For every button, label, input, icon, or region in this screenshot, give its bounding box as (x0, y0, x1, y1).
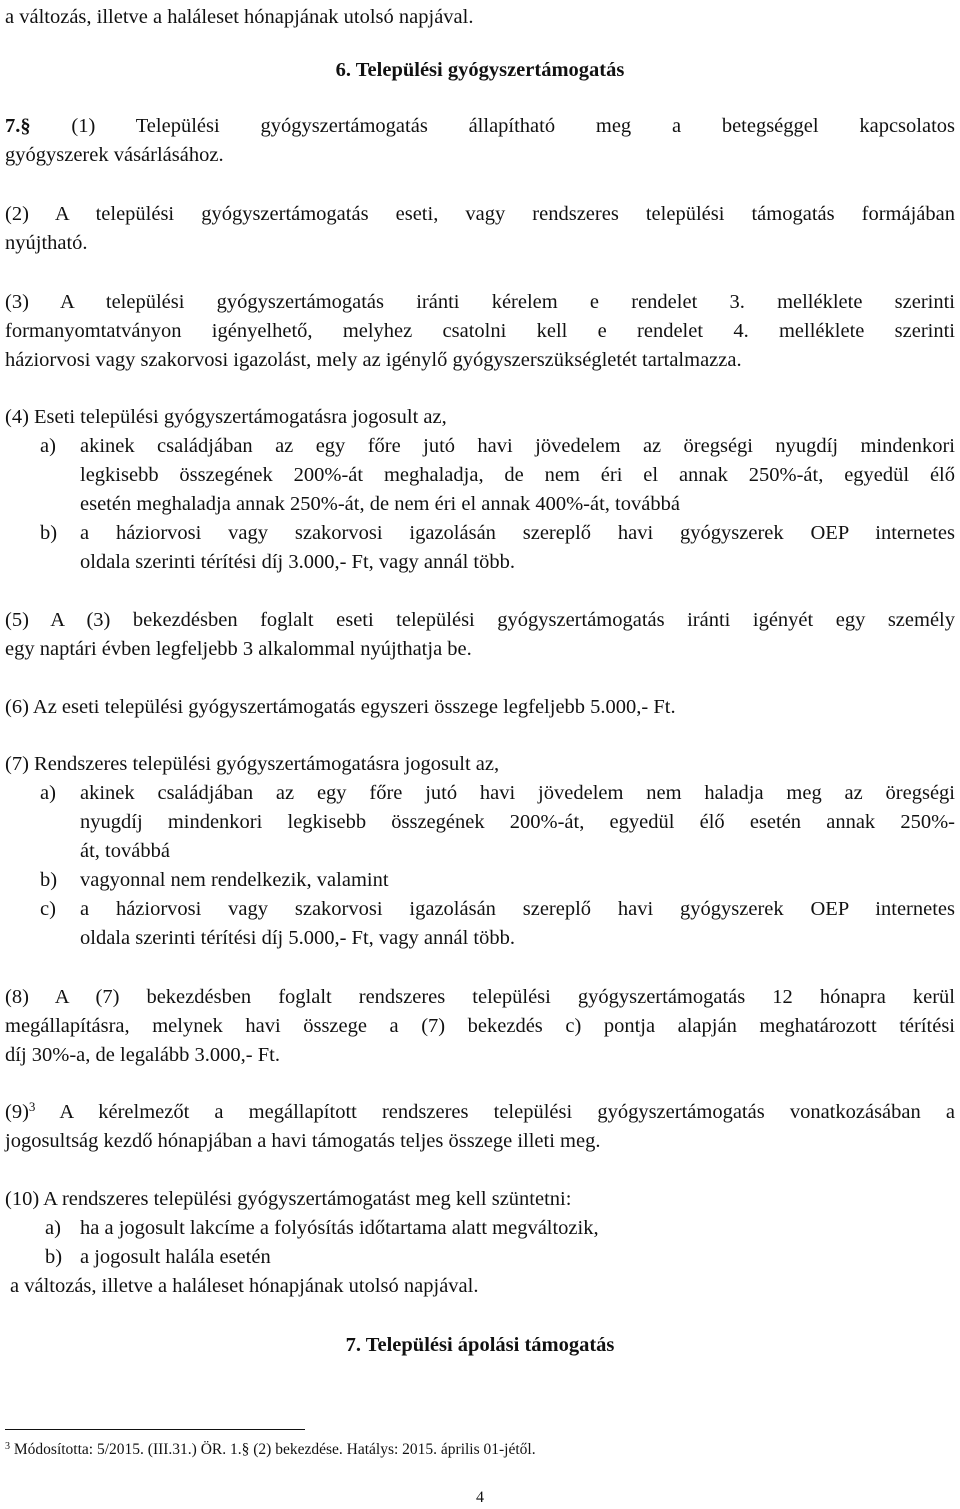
par-8-line-1: (8) A (7) bekezdésben foglalt rendszeres települési gyógyszertámogatás 12 hónapra kerül (5, 986, 955, 1008)
par-7-item-a-line-3: át, továbbá (80, 840, 170, 862)
par-10-item-b (45, 1243, 945, 1272)
item-label: a) (40, 782, 56, 804)
par-10-intro: (10) A rendszeres települési gyógyszertámogatást meg kell szüntetni: (5, 1188, 572, 1210)
footnote-divider (5, 1429, 305, 1430)
par-8-line-3: díj 30%-a, de legalább 3.000,- Ft. (5, 1044, 280, 1066)
item-text: a háziorvosi vagy szakorvosi igazolásán szereplő havi gyógyszerek OEP internetes (80, 522, 955, 544)
par-7-item-c (40, 895, 955, 924)
par-2-line-1: (2) A települési gyógyszertámogatás eseti, vagy rendszeres települési támogatás formájában (5, 203, 955, 225)
par-9-line-1 (5, 1098, 955, 1127)
footnote-ref[interactable]: 3 (28, 1099, 36, 1114)
par-4-intro: (4) Eseti települési gyógyszertámogatásra jogosult az, (5, 406, 447, 428)
par-4-item-a-line-2: legkisebb összegének 200%-át meghaladja, de nem éri el annak 250%-át, egyedül élő (80, 464, 955, 486)
par-5-line-1: (5) A (3) bekezdésben foglalt eseti települési gyógyszertámogatás iránti igényét egy személy (5, 609, 955, 631)
par-3-line-3: háziorvosi vagy szakorvosi igazolást, mely az igénylő gyógyszerszükségletét tartalmazza. (5, 349, 742, 371)
par-6-line-1: (6) Az eseti települési gyógyszertámogatás egyszeri összege legfeljebb 5.000,- Ft. (5, 696, 676, 718)
carryover-line: a változás, illetve a haláleset hónapjának utolsó napjával. (5, 6, 474, 28)
par-4-item-b (40, 519, 955, 548)
item-text: akinek családjában az egy főre jutó havi jövedelem nem haladja meg az öregségi (80, 782, 955, 804)
par-7-intro: (7) Rendszeres települési gyógyszertámogatásra jogosult az, (5, 753, 500, 775)
par-3-line-2: formanyomtatványon igényelhető, melyhez csatolni kell e rendelet 4. melléklete szerinti (5, 320, 955, 342)
footnote-text: Módosította: 5/2015. (III.31.) ÖR. 1.§ (2) bekezdése. Hatálys: 2015. április 01-jétől. (10, 1441, 536, 1458)
footnote-number: 3 (5, 1441, 10, 1452)
par-7-item-a (40, 779, 955, 808)
item-text: a jogosult halála esetén (80, 1246, 271, 1268)
par-4-item-a (40, 432, 955, 461)
paragraph-sign: § (20, 115, 31, 137)
par-7-1-line-2: gyógyszerek vásárlásához. (5, 144, 224, 166)
par-9-line-2: jogosultság kezdő hónapjában a havi támogatás teljes összege illeti meg. (5, 1130, 601, 1152)
par-7-item-b (40, 866, 955, 895)
par-2-line-2: nyújtható. (5, 232, 88, 254)
item-label: a) (45, 1217, 61, 1239)
par-4-item-a-line-3: esetén meghaladja annak 250%-át, de nem éri el annak 400%-át, továbbá (80, 493, 680, 515)
item-label: b) (45, 1246, 63, 1268)
par-7-item-a-line-2: nyugdíj mindenkori legkisebb összegének 200%-át, egyedül élő esetén annak 250%- (80, 811, 955, 833)
par-10-closing: a változás, illetve a haláleset hónapjának utolsó napjával. (10, 1275, 479, 1297)
item-text: ha a jogosult lakcíme a folyósítás időtartama alatt megváltozik, (80, 1217, 599, 1239)
item-label: b) (40, 869, 58, 891)
par-7-1-text: (1) Települési gyógyszertámogatás állapítható meg a betegséggel kapcsolatos (71, 115, 955, 137)
par-7-1-line-1 (5, 112, 955, 141)
par-5-line-2: egy naptári évben legfeljebb 3 alkalommal nyújthatja be. (5, 638, 472, 660)
item-label: c) (40, 898, 56, 920)
item-text: vagyonnal nem rendelkezik, valamint (80, 869, 389, 891)
par-9-prefix: (9) (5, 1101, 29, 1123)
page-number: 4 (476, 1489, 484, 1506)
par-3-line-1: (3) A települési gyógyszertámogatás iránti kérelem e rendelet 3. melléklete szerinti (5, 291, 955, 313)
par-4-item-b-line-2: oldala szerinti térítési díj 3.000,- Ft, vagy annál több. (80, 551, 515, 573)
item-text: a háziorvosi vagy szakorvosi igazolásán szereplő havi gyógyszerek OEP internetes (80, 898, 955, 920)
item-label: b) (40, 522, 58, 544)
footnote (5, 1440, 536, 1460)
par-9-text: A kérelmezőt a megállapított rendszeres települési gyógyszertámogatás vonatkozásában a (35, 1101, 955, 1123)
section-7-title: 7. Települési ápolási támogatás (345, 1334, 615, 1356)
par-8-line-2: megállapításra, melynek havi összege a (7) bekezdés c) pontja alapján meghatározott térítési (5, 1015, 955, 1037)
par-7-item-c-line-2: oldala szerinti térítési díj 5.000,- Ft, vagy annál több. (80, 927, 515, 949)
section-6-title: 6. Települési gyógyszertámogatás (335, 59, 625, 81)
par-10-item-a (45, 1214, 945, 1243)
item-label: a) (40, 435, 56, 457)
section-number: 7. (5, 115, 21, 137)
item-text: akinek családjában az egy főre jutó havi jövedelem az öregségi nyugdíj mindenkori (80, 435, 955, 457)
